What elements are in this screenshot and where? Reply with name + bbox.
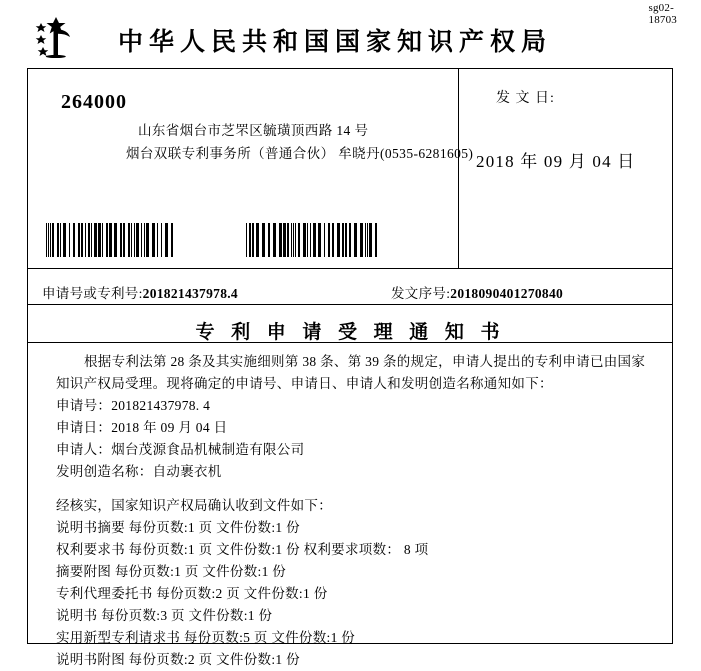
form-code: sg02-18703 <box>648 2 677 26</box>
document-header <box>0 14 701 60</box>
field-application-date: 申请日：2018 年 09 月 04 日 <box>56 420 228 435</box>
application-number-value: 201821437978.4 <box>142 286 238 301</box>
document-item: 说明书附图 每份页数:2 页 文件份数:1 份 <box>56 652 300 667</box>
body-paragraph-2: 经核实，国家知识产权局确认收到文件如下： <box>56 498 332 513</box>
issue-date-value: 2018 年 09 月 04 日 <box>476 152 636 171</box>
notice-body <box>56 351 656 671</box>
divider-top-section <box>28 268 672 269</box>
field-application-number: 申请号：201821437978. 4 <box>56 398 211 413</box>
document-item: 权利要求书 每份页数:1 页 文件份数:1 份 权利要求项数： 8 项 <box>56 542 429 557</box>
national-emblem-icon <box>34 16 78 58</box>
page-title: 中华人民共和国国家知识产权局 <box>118 27 553 56</box>
body-paragraph-1: 根据专利法第 28 条及其实施细则第 38 条、第 39 条的规定，申请人提出的专利申请已由国家知识产权局受理。现将确定的申请号、申请日、申请人和发明创造名称通知如下： <box>56 354 646 391</box>
barcode-application-number <box>46 223 174 257</box>
address-line-1: 山东省烟台市芝罘区毓璜顶西路 14 号 <box>138 123 369 138</box>
serial-number-label: 发文序号: <box>391 286 451 301</box>
divider-vertical-header <box>458 69 459 268</box>
postcode: 264000 <box>61 91 127 113</box>
document-item: 摘要附图 每份页数:1 页 文件份数:1 份 <box>56 564 287 579</box>
divider-number-row <box>28 304 672 305</box>
spacer <box>56 483 656 495</box>
application-number-row <box>42 282 238 302</box>
address-line-2: 烟台双联专利事务所（普通合伙） 牟晓丹(0535-6281605) <box>126 146 474 161</box>
document-item: 实用新型专利请求书 每份页数:5 页 文件份数:1 份 <box>56 630 356 645</box>
field-applicant: 申请人：烟台茂源食品机械制造有限公司 <box>56 442 305 457</box>
serial-number-value: 2018090401270840 <box>450 286 564 301</box>
barcode-serial-number <box>246 223 378 257</box>
document-item: 专利代理委托书 每份页数:2 页 文件份数:1 份 <box>56 586 328 601</box>
document-item: 说明书摘要 每份页数:1 页 文件份数:1 份 <box>56 520 300 535</box>
serial-number-row <box>391 282 563 302</box>
notice-frame <box>27 68 673 667</box>
notice-title: 专 利 申 请 受 理 通 知 书 <box>195 321 505 343</box>
field-invention-title: 发明创造名称：自动裹衣机 <box>56 464 222 479</box>
application-number-label: 申请号或专利号: <box>42 286 143 301</box>
document-item: 说明书 每份页数:3 页 文件份数:1 份 <box>56 608 273 623</box>
issue-date-label: 发 文 日: <box>496 91 555 106</box>
